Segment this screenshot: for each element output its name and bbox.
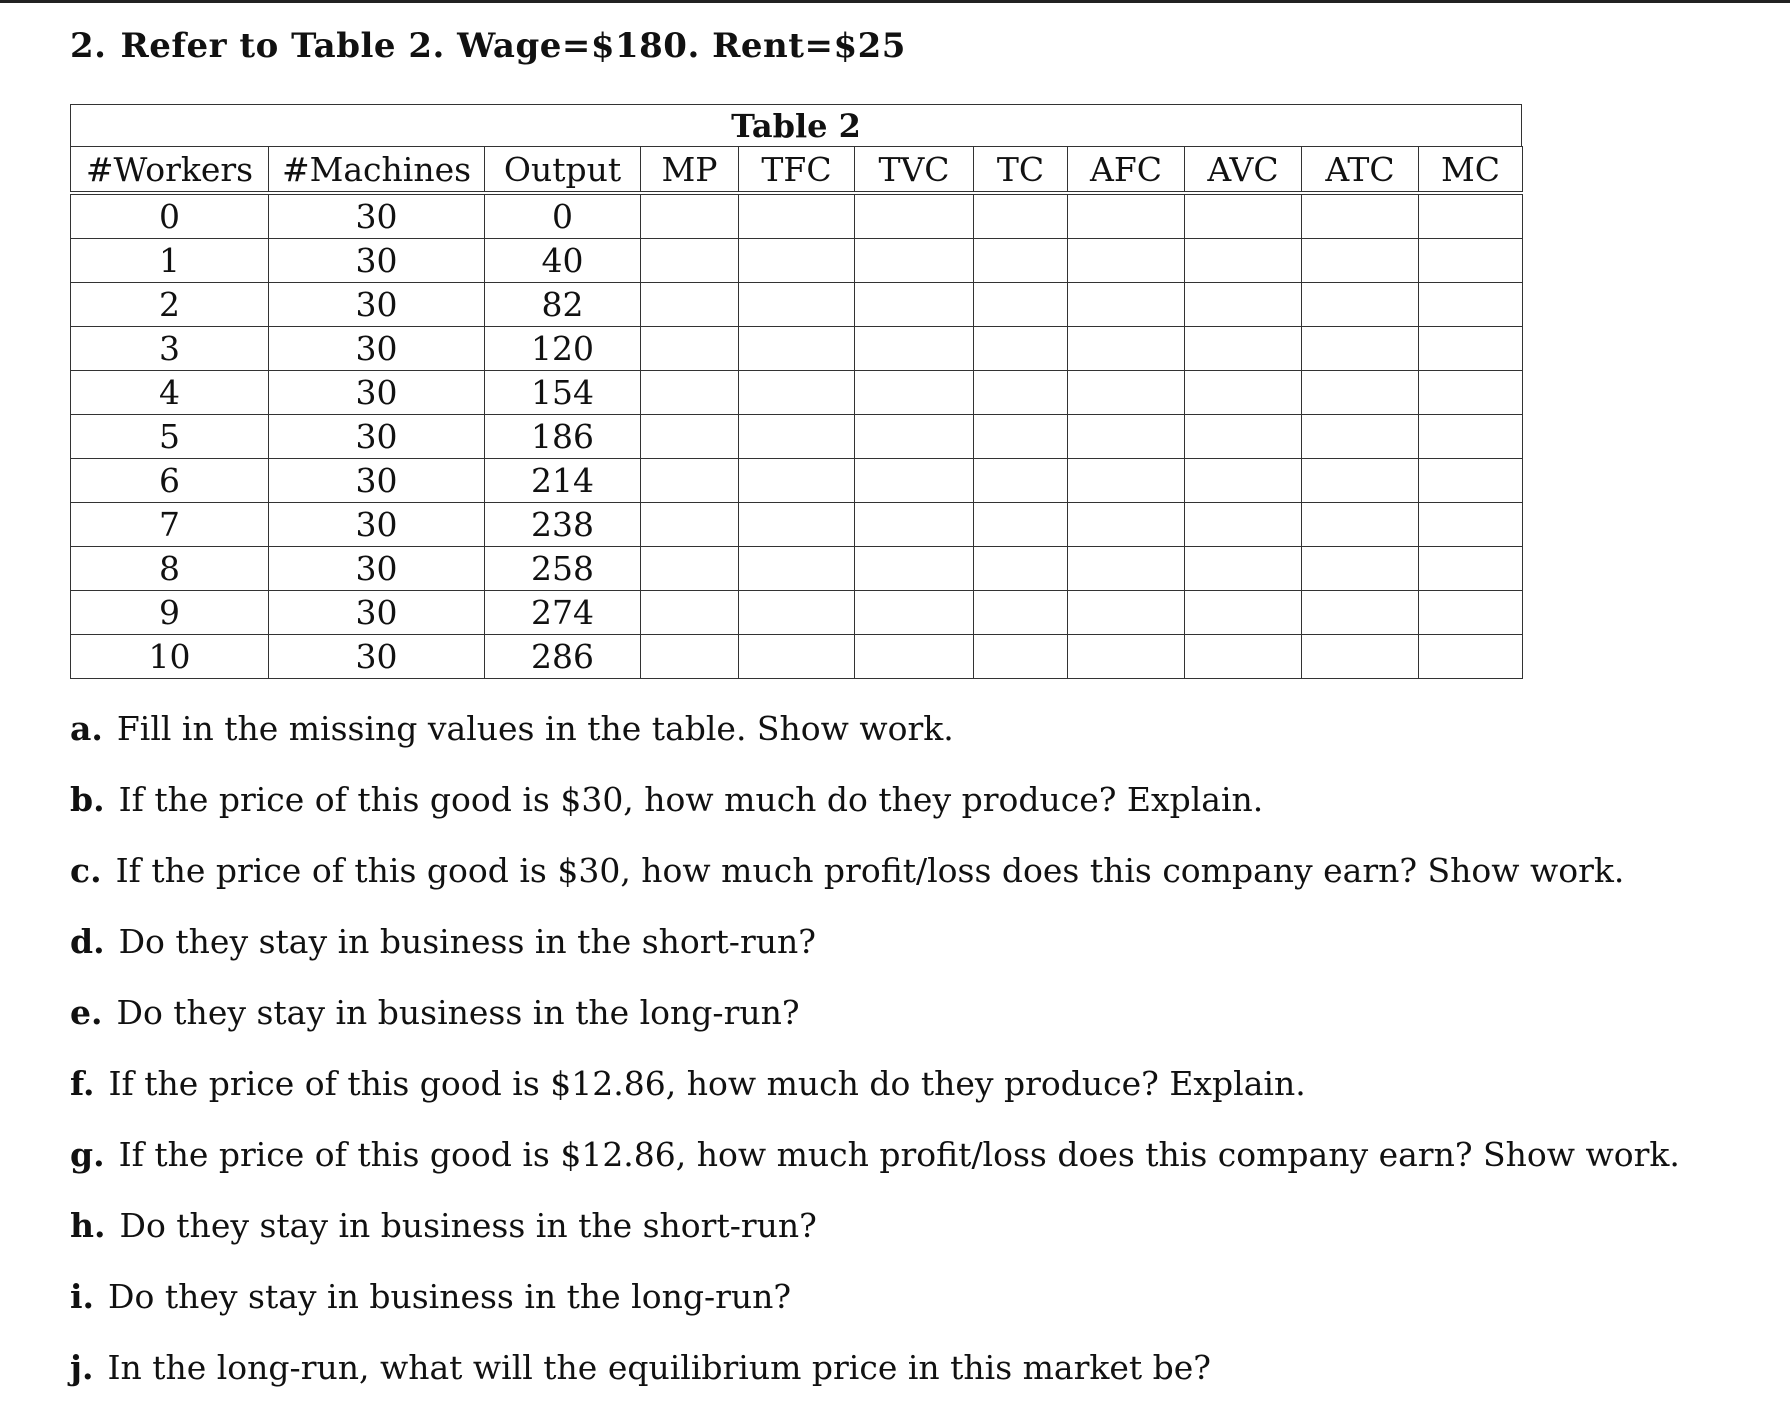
- table-cell: [1302, 415, 1419, 459]
- table-cell: [1302, 193, 1419, 239]
- table-cell: 30: [269, 239, 485, 283]
- table-cell: 7: [71, 503, 269, 547]
- table-row: [71, 635, 1523, 679]
- table-cell: 30: [269, 193, 485, 239]
- table-cell: 30: [269, 635, 485, 679]
- cost-table: [70, 104, 1522, 679]
- question-item: [70, 986, 1750, 1057]
- table-cell: [739, 371, 855, 415]
- table-cell: [1068, 415, 1185, 459]
- table-cell: [855, 547, 974, 591]
- table-cell: 274: [485, 591, 641, 635]
- table-cell: 30: [269, 327, 485, 371]
- table-cell: [1185, 459, 1302, 503]
- table-cell: [1302, 459, 1419, 503]
- table-cell: 30: [269, 459, 485, 503]
- table-cell: [641, 591, 739, 635]
- table-cell: [1419, 371, 1523, 415]
- column-header: ATC: [1302, 147, 1419, 194]
- table-cell: [739, 415, 855, 459]
- question-text: Do they stay in business in the long-run?: [108, 1277, 792, 1316]
- question-text: In the long-run, what will the equilibrium price in this market be?: [107, 1348, 1211, 1387]
- column-header: AVC: [1185, 147, 1302, 194]
- table-cell: 40: [485, 239, 641, 283]
- column-header: TVC: [855, 147, 974, 194]
- table-cell: [1185, 591, 1302, 635]
- table-cell: [739, 283, 855, 327]
- table-row: [71, 415, 1523, 459]
- table-cell: [641, 635, 739, 679]
- table-cell: 186: [485, 415, 641, 459]
- table-cell: [641, 283, 739, 327]
- problem-heading: [70, 26, 906, 66]
- question-item: [70, 1199, 1750, 1270]
- table-cell: 1: [71, 239, 269, 283]
- table-cell: [1185, 283, 1302, 327]
- table-row: [71, 371, 1523, 415]
- question-text: Fill in the missing values in the table. Show work.: [116, 709, 954, 748]
- table-cell: [974, 591, 1068, 635]
- table-cell: 82: [485, 283, 641, 327]
- table-body: [71, 193, 1523, 679]
- table-cell: [641, 547, 739, 591]
- top-rule: [0, 0, 1790, 3]
- table-cell: 5: [71, 415, 269, 459]
- table-cell: [1419, 459, 1523, 503]
- table-cell: [739, 239, 855, 283]
- table-row: [71, 459, 1523, 503]
- table-cell: 286: [485, 635, 641, 679]
- question-item: [70, 1270, 1750, 1341]
- table-cell: [1068, 503, 1185, 547]
- table-cell: 238: [485, 503, 641, 547]
- table-row: [71, 503, 1523, 547]
- table-row: [71, 547, 1523, 591]
- table-row: [71, 193, 1523, 239]
- table-cell: [974, 503, 1068, 547]
- table-caption: Table 2: [70, 104, 1522, 146]
- table-cell: [1185, 503, 1302, 547]
- question-text: If the price of this good is $12.86, how much profit/loss does this company earn? Show work.: [118, 1135, 1680, 1174]
- table-row: [71, 327, 1523, 371]
- column-header: TC: [974, 147, 1068, 194]
- table-cell: 0: [71, 193, 269, 239]
- table-cell: 120: [485, 327, 641, 371]
- question-item: [70, 844, 1750, 915]
- table-cell: [1185, 239, 1302, 283]
- table-cell: [974, 415, 1068, 459]
- cost-table-grid: [70, 146, 1523, 679]
- table-cell: [1419, 591, 1523, 635]
- question-item: [70, 773, 1750, 844]
- table-cell: [974, 547, 1068, 591]
- table-cell: [641, 239, 739, 283]
- question-item: [70, 1057, 1750, 1128]
- question-list: [70, 702, 1750, 1412]
- table-cell: [739, 591, 855, 635]
- table-cell: [1068, 327, 1185, 371]
- table-cell: [974, 635, 1068, 679]
- column-header: #Workers: [71, 147, 269, 194]
- question-letter: e.: [70, 993, 103, 1032]
- table-cell: [855, 591, 974, 635]
- table-cell: [1419, 193, 1523, 239]
- table-cell: 258: [485, 547, 641, 591]
- table-cell: 2: [71, 283, 269, 327]
- table-row: [71, 591, 1523, 635]
- table-cell: [641, 371, 739, 415]
- table-cell: [739, 503, 855, 547]
- table-cell: 30: [269, 283, 485, 327]
- column-header: MC: [1419, 147, 1523, 194]
- table-header-row: [71, 147, 1523, 194]
- table-cell: [641, 193, 739, 239]
- table-cell: [641, 415, 739, 459]
- table-cell: [974, 239, 1068, 283]
- question-letter: d.: [70, 922, 105, 961]
- problem-number: 2.: [70, 26, 107, 66]
- table-cell: 4: [71, 371, 269, 415]
- table-cell: [855, 283, 974, 327]
- table-cell: 30: [269, 415, 485, 459]
- question-item: [70, 915, 1750, 986]
- table-cell: [1302, 591, 1419, 635]
- table-cell: [974, 327, 1068, 371]
- table-cell: [641, 459, 739, 503]
- table-cell: [739, 547, 855, 591]
- table-cell: [855, 635, 974, 679]
- table-cell: [1185, 193, 1302, 239]
- table-cell: [1302, 283, 1419, 327]
- table-cell: [1185, 635, 1302, 679]
- table-cell: [974, 371, 1068, 415]
- table-cell: 214: [485, 459, 641, 503]
- table-cell: [739, 459, 855, 503]
- question-text: If the price of this good is $30, how much do they produce? Explain.: [118, 780, 1264, 819]
- problem-text: Refer to Table 2. Wage=$180. Rent=$25: [120, 26, 906, 66]
- table-cell: [855, 239, 974, 283]
- table-cell: [855, 459, 974, 503]
- table-cell: 154: [485, 371, 641, 415]
- table-cell: [1419, 547, 1523, 591]
- table-cell: [1419, 327, 1523, 371]
- table-cell: [855, 193, 974, 239]
- table-cell: 30: [269, 503, 485, 547]
- table-cell: 6: [71, 459, 269, 503]
- question-letter: c.: [70, 851, 102, 890]
- question-text: If the price of this good is $12.86, how much do they produce? Explain.: [108, 1064, 1306, 1103]
- table-cell: 8: [71, 547, 269, 591]
- question-item: [70, 1128, 1750, 1199]
- table-cell: 10: [71, 635, 269, 679]
- table-cell: [1302, 547, 1419, 591]
- table-cell: [855, 371, 974, 415]
- table-cell: [1302, 503, 1419, 547]
- table-cell: [1185, 415, 1302, 459]
- table-cell: 30: [269, 591, 485, 635]
- question-letter: b.: [70, 780, 105, 819]
- table-cell: [1068, 371, 1185, 415]
- table-cell: [1302, 371, 1419, 415]
- table-row: [71, 239, 1523, 283]
- table-cell: [1185, 371, 1302, 415]
- question-text: Do they stay in business in the short-run?: [119, 1206, 817, 1245]
- question-text: Do they stay in business in the long-run?: [116, 993, 800, 1032]
- table-cell: [739, 327, 855, 371]
- table-cell: [1185, 547, 1302, 591]
- table-cell: [1068, 239, 1185, 283]
- question-letter: h.: [70, 1206, 106, 1245]
- table-cell: 0: [485, 193, 641, 239]
- question-item: [70, 702, 1750, 773]
- table-cell: [974, 459, 1068, 503]
- question-letter: g.: [70, 1135, 105, 1174]
- question-letter: j.: [70, 1348, 94, 1387]
- table-row: [71, 283, 1523, 327]
- table-cell: 30: [269, 371, 485, 415]
- table-cell: [1068, 459, 1185, 503]
- table-cell: 3: [71, 327, 269, 371]
- table-cell: [1068, 193, 1185, 239]
- table-cell: [974, 193, 1068, 239]
- column-header: MP: [641, 147, 739, 194]
- table-cell: [1068, 635, 1185, 679]
- column-header: #Machines: [269, 147, 485, 194]
- question-text: If the price of this good is $30, how much profit/loss does this company earn? Show work.: [115, 851, 1625, 890]
- table-cell: [1185, 327, 1302, 371]
- table-cell: [1419, 415, 1523, 459]
- column-header: Output: [485, 147, 641, 194]
- table-cell: [1068, 547, 1185, 591]
- table-cell: [1419, 239, 1523, 283]
- table-cell: 9: [71, 591, 269, 635]
- table-cell: [1068, 591, 1185, 635]
- table-cell: [1419, 635, 1523, 679]
- table-cell: [739, 635, 855, 679]
- table-cell: [855, 503, 974, 547]
- table-cell: 30: [269, 547, 485, 591]
- question-item: [70, 1341, 1750, 1412]
- table-cell: [855, 327, 974, 371]
- question-text: Do they stay in business in the short-run?: [118, 922, 816, 961]
- table-cell: [641, 327, 739, 371]
- table-cell: [641, 503, 739, 547]
- table-cell: [855, 415, 974, 459]
- question-letter: a.: [70, 709, 103, 748]
- table-cell: [1302, 239, 1419, 283]
- table-cell: [1302, 635, 1419, 679]
- question-letter: i.: [70, 1277, 95, 1316]
- column-header: AFC: [1068, 147, 1185, 194]
- column-header: TFC: [739, 147, 855, 194]
- table-cell: [1419, 283, 1523, 327]
- table-cell: [739, 193, 855, 239]
- table-cell: [974, 283, 1068, 327]
- table-cell: [1068, 283, 1185, 327]
- table-cell: [1302, 327, 1419, 371]
- table-cell: [1419, 503, 1523, 547]
- question-letter: f.: [70, 1064, 95, 1103]
